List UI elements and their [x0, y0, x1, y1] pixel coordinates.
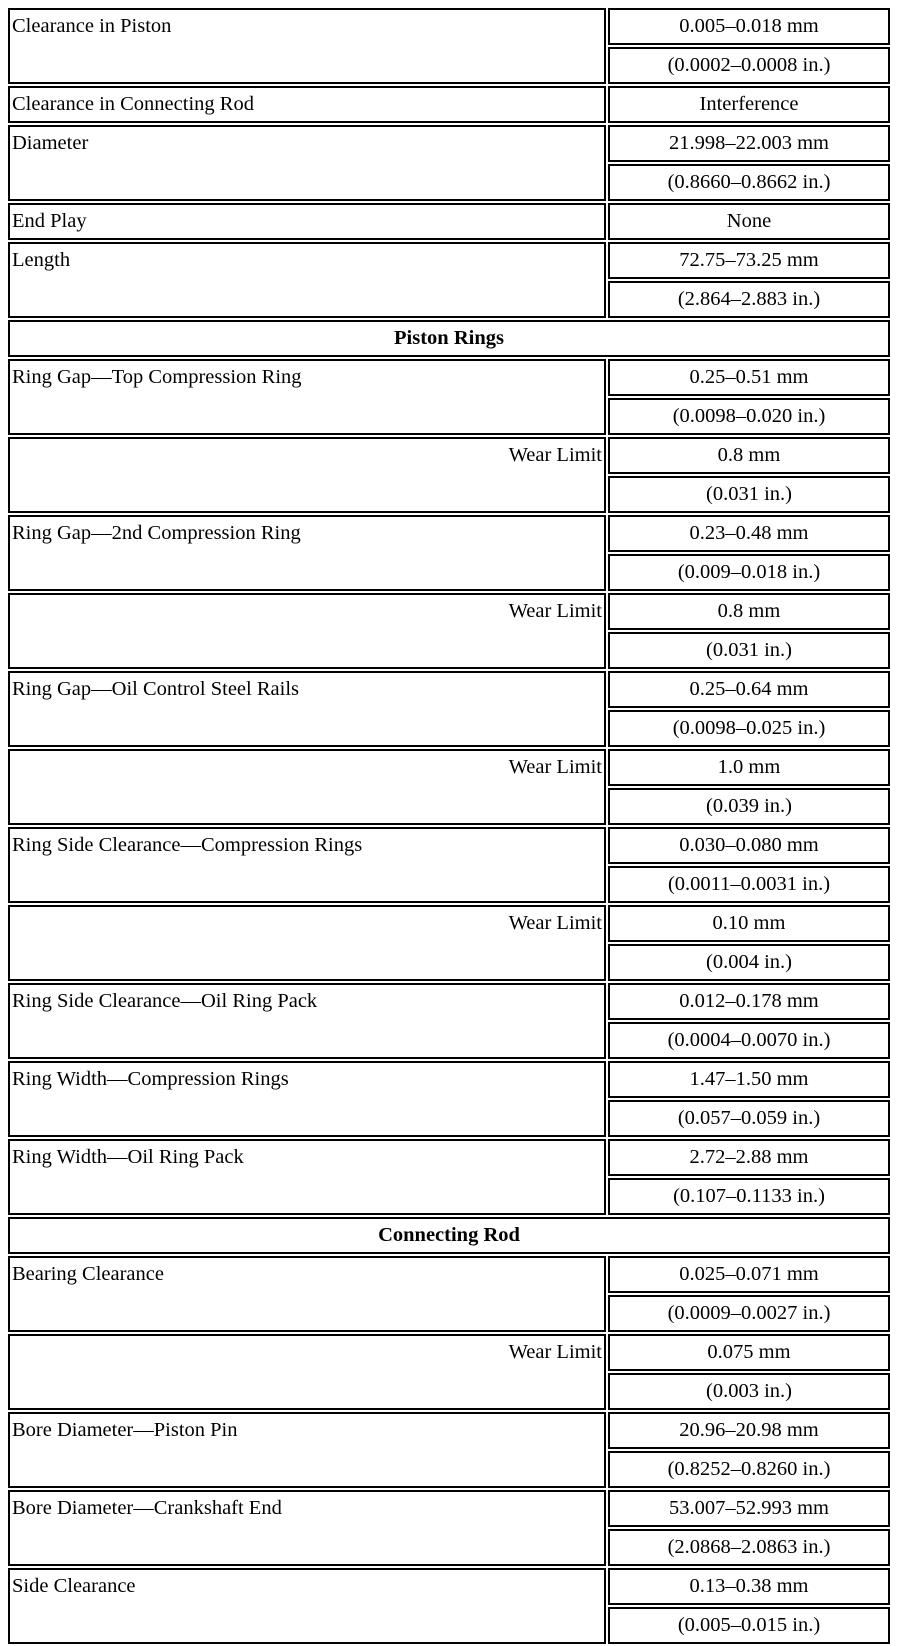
spec-label: Ring Gap—2nd Compression Ring: [8, 515, 606, 591]
table-row: [8, 203, 890, 240]
spec-label: Ring Gap—Top Compression Ring: [8, 359, 606, 435]
wear-limit-label: Wear Limit: [8, 1334, 606, 1410]
spec-value-metric: 21.998–22.003 mm: [608, 125, 890, 162]
spec-value-imperial: (0.009–0.018 in.): [608, 554, 890, 591]
spec-value-metric: 0.075 mm: [608, 1334, 890, 1371]
table-row: [8, 125, 890, 162]
table-row: [8, 359, 890, 396]
spec-label: Side Clearance: [8, 1568, 606, 1644]
table-row: [8, 593, 890, 630]
spec-value-imperial: (0.0098–0.020 in.): [608, 398, 890, 435]
table-row: [8, 1139, 890, 1176]
spec-value-metric: 0.23–0.48 mm: [608, 515, 890, 552]
table-row: [8, 1568, 890, 1605]
section-title: Connecting Rod: [8, 1217, 890, 1254]
table-row: [8, 1256, 890, 1293]
spec-value-imperial: (0.107–0.1133 in.): [608, 1178, 890, 1215]
table-row: [8, 1061, 890, 1098]
spec-value-metric: 20.96–20.98 mm: [608, 1412, 890, 1449]
wear-limit-label: Wear Limit: [8, 749, 606, 825]
spec-value-metric: 0.13–0.38 mm: [608, 1568, 890, 1605]
spec-value-imperial: (0.057–0.059 in.): [608, 1100, 890, 1137]
table-row: [8, 983, 890, 1020]
section-header-row: [8, 1217, 890, 1254]
spec-value-imperial: (0.8252–0.8260 in.): [608, 1451, 890, 1488]
spec-value-metric: 0.25–0.64 mm: [608, 671, 890, 708]
spec-value-imperial: (0.031 in.): [608, 632, 890, 669]
spec-label: Diameter: [8, 125, 606, 201]
wear-limit-label: Wear Limit: [8, 437, 606, 513]
spec-value-metric: 0.025–0.071 mm: [608, 1256, 890, 1293]
section-header-row: [8, 320, 890, 357]
spec-label: Bearing Clearance: [8, 1256, 606, 1332]
spec-value-metric: 53.007–52.993 mm: [608, 1490, 890, 1527]
spec-value-metric: 1.47–1.50 mm: [608, 1061, 890, 1098]
spec-value-metric: 0.8 mm: [608, 437, 890, 474]
section-title: Piston Rings: [8, 320, 890, 357]
spec-label: End Play: [8, 203, 606, 240]
table-row: [8, 905, 890, 942]
spec-value-metric: 0.10 mm: [608, 905, 890, 942]
spec-label: Length: [8, 242, 606, 318]
spec-value-imperial: (0.0098–0.025 in.): [608, 710, 890, 747]
spec-label: Ring Width—Compression Rings: [8, 1061, 606, 1137]
spec-value-metric: 1.0 mm: [608, 749, 890, 786]
spec-value-imperial: (0.0009–0.0027 in.): [608, 1295, 890, 1332]
spec-value-imperial: (0.0011–0.0031 in.): [608, 866, 890, 903]
spec-value-metric: 72.75–73.25 mm: [608, 242, 890, 279]
spec-value-imperial: (0.004 in.): [608, 944, 890, 981]
table-row: [8, 1412, 890, 1449]
spec-value-imperial: (0.005–0.015 in.): [608, 1607, 890, 1644]
spec-value-imperial: (0.0002–0.0008 in.): [608, 47, 890, 84]
spec-label: Bore Diameter—Piston Pin: [8, 1412, 606, 1488]
spec-label: Clearance in Connecting Rod: [8, 86, 606, 123]
spec-label: Bore Diameter—Crankshaft End: [8, 1490, 606, 1566]
table-row: [8, 242, 890, 279]
table-row: [8, 827, 890, 864]
table-row: [8, 86, 890, 123]
spec-value-metric: 2.72–2.88 mm: [608, 1139, 890, 1176]
table-row: [8, 671, 890, 708]
table-row: [8, 515, 890, 552]
spec-value-imperial: (0.003 in.): [608, 1373, 890, 1410]
spec-table: [6, 6, 892, 1646]
spec-label: Ring Side Clearance—Compression Rings: [8, 827, 606, 903]
wear-limit-label: Wear Limit: [8, 593, 606, 669]
spec-value-imperial: (0.0004–0.0070 in.): [608, 1022, 890, 1059]
spec-value-metric: 0.030–0.080 mm: [608, 827, 890, 864]
spec-label: Ring Width—Oil Ring Pack: [8, 1139, 606, 1215]
spec-value-metric: 0.25–0.51 mm: [608, 359, 890, 396]
spec-value-imperial: (2.0868–2.0863 in.): [608, 1529, 890, 1566]
spec-value-metric: Interference: [608, 86, 890, 123]
spec-value-imperial: (2.864–2.883 in.): [608, 281, 890, 318]
spec-value-imperial: (0.8660–0.8662 in.): [608, 164, 890, 201]
spec-label: Clearance in Piston: [8, 8, 606, 84]
spec-value-metric: None: [608, 203, 890, 240]
spec-label: Ring Gap—Oil Control Steel Rails: [8, 671, 606, 747]
wear-limit-label: Wear Limit: [8, 905, 606, 981]
table-row: [8, 1490, 890, 1527]
table-row: [8, 437, 890, 474]
table-row: [8, 1334, 890, 1371]
table-row: [8, 749, 890, 786]
spec-value-metric: 0.8 mm: [608, 593, 890, 630]
spec-value-imperial: (0.031 in.): [608, 476, 890, 513]
spec-label: Ring Side Clearance—Oil Ring Pack: [8, 983, 606, 1059]
spec-value-metric: 0.005–0.018 mm: [608, 8, 890, 45]
spec-table-body: [8, 8, 890, 1644]
spec-value-metric: 0.012–0.178 mm: [608, 983, 890, 1020]
table-row: [8, 8, 890, 45]
spec-value-imperial: (0.039 in.): [608, 788, 890, 825]
